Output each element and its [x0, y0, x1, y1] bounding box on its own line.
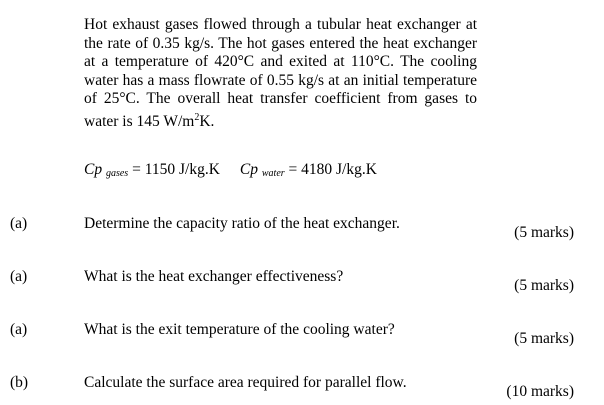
question-marks: (5 marks): [514, 277, 574, 294]
cp-symbol: Cp: [84, 161, 103, 178]
intro-line-5: initial temperature of 25°C. The overall heat transfer: [84, 71, 477, 108]
question-text: What is the exit temperature of the cooling water?: [84, 321, 395, 338]
intro-line-6-main: coefficient from gases to water is 145 W/m: [84, 90, 478, 131]
intro-line-3: exchanger at a temperature of 420°C and exited at 110°C.: [84, 34, 477, 71]
cp-gases-value: = 1150 J/kg.K: [128, 161, 220, 178]
cp-water: [240, 161, 377, 178]
cp-water-value: = 4180 J/kg.K: [284, 161, 377, 178]
question-label: (b): [10, 374, 29, 391]
intro-line-1: Hot exhaust gases flowed through a tubular heat exchanger: [84, 16, 461, 33]
cp-water-subscript: water: [261, 168, 285, 179]
question-label: (a): [10, 321, 28, 338]
question-marks: (10 marks): [506, 383, 574, 400]
intro-line-4: The cooling water has a mass flowrate of 0.55 kg/s at an: [84, 53, 477, 89]
cp-gases-subscript: gases: [105, 168, 129, 179]
question-marks: (5 marks): [514, 330, 574, 347]
problem-statement: [84, 16, 477, 132]
question-label: (a): [10, 268, 28, 285]
cp-symbol: Cp: [239, 161, 258, 178]
question-text: Calculate the surface area required for parallel flow.: [84, 374, 407, 391]
question-marks: (5 marks): [514, 224, 574, 241]
question-label: (a): [10, 215, 28, 232]
intro-line-2: at the rate of 0.35 kg/s. The hot gases entered the heat: [84, 16, 477, 52]
superscript-two: 2: [194, 111, 200, 123]
cp-gases: [84, 161, 220, 178]
question-text: What is the heat exchanger effectiveness?: [84, 268, 344, 285]
specific-heat-values: [84, 160, 377, 184]
intro-line-6-end: K.: [199, 113, 215, 131]
question-text: Determine the capacity ratio of the heat exchanger.: [84, 215, 400, 232]
